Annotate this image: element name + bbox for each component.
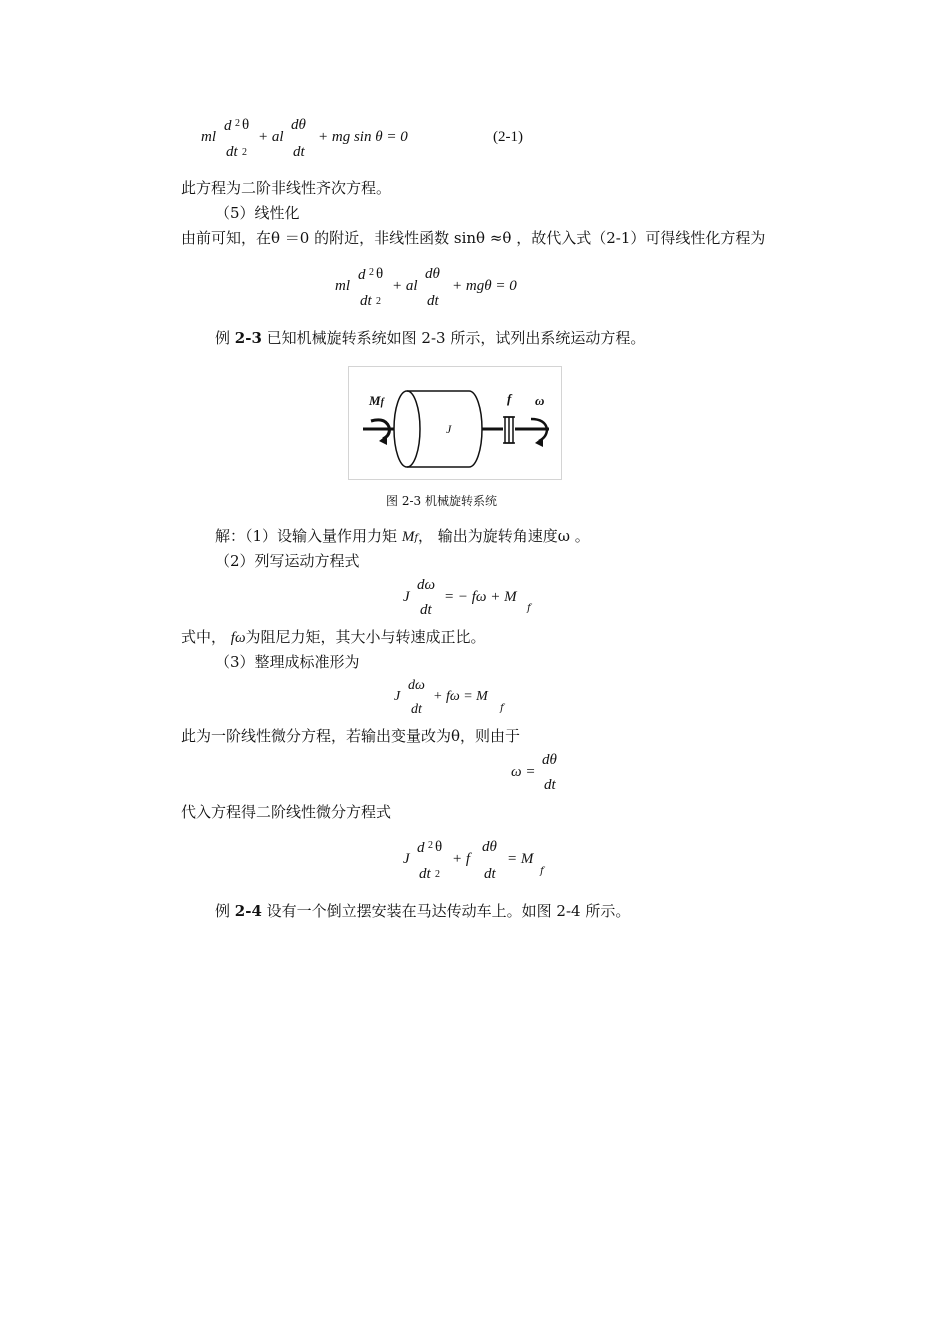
eq5-num: dθ bbox=[542, 752, 557, 768]
mechanical-rotation-diagram bbox=[349, 367, 561, 479]
eq3-den: dt bbox=[420, 602, 432, 618]
eq4-tail: + fω = M bbox=[433, 689, 488, 704]
eq3-tail: = − fω + M bbox=[444, 589, 517, 605]
second-order-text: 代入方程得二阶线性微分方程式 bbox=[181, 803, 392, 821]
label-f: f bbox=[507, 391, 512, 406]
eq2-plus-al: + al bbox=[392, 278, 418, 294]
label-Mf: Mf bbox=[369, 393, 384, 408]
eq1-num2: dθ bbox=[291, 117, 306, 133]
eq2-den2: dt bbox=[427, 293, 439, 309]
step-5-heading: （5）线性化 bbox=[215, 204, 300, 222]
eq2-coef: ml bbox=[335, 278, 350, 294]
nonlinear-note: 此方程为二阶非线性齐次方程。 bbox=[181, 179, 392, 197]
eq6-den1: dt bbox=[419, 866, 431, 882]
eq1-num1: d bbox=[224, 118, 232, 134]
eq2-den1-sup: 2 bbox=[376, 296, 381, 307]
eq2-tail: + mgθ = 0 bbox=[452, 278, 517, 294]
eq2-theta1: θ bbox=[376, 266, 384, 282]
eq5-den: dt bbox=[544, 777, 556, 793]
eq1-plus-al: + al bbox=[258, 129, 284, 145]
eq2-den1: dt bbox=[360, 293, 372, 309]
eq6-J: J bbox=[403, 851, 410, 867]
step-2-heading: （2）列写运动方程式 bbox=[215, 552, 360, 570]
label-J: J bbox=[446, 422, 452, 436]
eq4-num: dω bbox=[408, 678, 425, 693]
figure-2-3 bbox=[348, 366, 562, 480]
eq3-sub: f bbox=[527, 603, 531, 614]
eq3-num: dω bbox=[417, 577, 436, 593]
eq6-den1-sup: 2 bbox=[435, 869, 440, 880]
eq4-sub: f bbox=[500, 703, 504, 714]
eq6-num1: d bbox=[417, 840, 425, 856]
eq1-coef: ml bbox=[201, 129, 216, 145]
figure-caption: 图 2-3 机械旋转系统 bbox=[386, 494, 497, 508]
first-order-text: 此为一阶线性微分方程，若输出变量改为θ，则由于 bbox=[181, 727, 521, 745]
label-omega: ω bbox=[535, 393, 545, 408]
solution-step-1: 解：（1）设输入量作用力矩 Mf， 输出为旋转角速度ω 。 bbox=[215, 527, 590, 545]
example-2-3: 例 2-3 已知机械旋转系统如图 2-3 所示，试列出系统运动方程。 bbox=[215, 329, 646, 347]
eq4-J: J bbox=[394, 689, 401, 704]
eq1-den2: dt bbox=[293, 144, 305, 160]
eq4-den: dt bbox=[411, 702, 422, 717]
linearize-text: 由前可知，在θ ＝0 的附近，非线性函数 sinθ ≈θ ，故代入式（2-1）可得线性化方程为 bbox=[181, 229, 766, 247]
eq6-num2: dθ bbox=[482, 839, 497, 855]
eq1-den1: dt bbox=[226, 144, 238, 160]
eq1-theta1: θ bbox=[242, 117, 250, 133]
step-3-heading: （3）整理成标准形为 bbox=[215, 653, 360, 671]
eq2-num1: d bbox=[358, 267, 366, 283]
example-2-4: 例 2-4 设有一个倒立摆安装在马达传动车上。如图 2-4 所示。 bbox=[215, 902, 631, 920]
damping-text: 式中， fω为阻尼力矩，其大小与转速成正比。 bbox=[181, 628, 486, 646]
eq5-lhs: ω = bbox=[511, 764, 536, 780]
eq6-sup1: 2 bbox=[428, 840, 433, 851]
eq3-J: J bbox=[403, 589, 410, 605]
eq6-plus-f: + f bbox=[452, 851, 471, 867]
eq6-tail: = M bbox=[507, 851, 534, 867]
eq6-theta1: θ bbox=[435, 839, 443, 855]
eq2-sup1: 2 bbox=[369, 267, 374, 278]
eq6-sub: f bbox=[540, 866, 544, 877]
eq2-num2: dθ bbox=[425, 266, 440, 282]
eq1-label: (2-1) bbox=[493, 129, 523, 145]
eq1-tail: + mg sin θ = 0 bbox=[318, 129, 408, 145]
eq6-den2: dt bbox=[484, 866, 496, 882]
eq1-den1-sup: 2 bbox=[242, 147, 247, 158]
eq1-sup1: 2 bbox=[235, 118, 240, 129]
